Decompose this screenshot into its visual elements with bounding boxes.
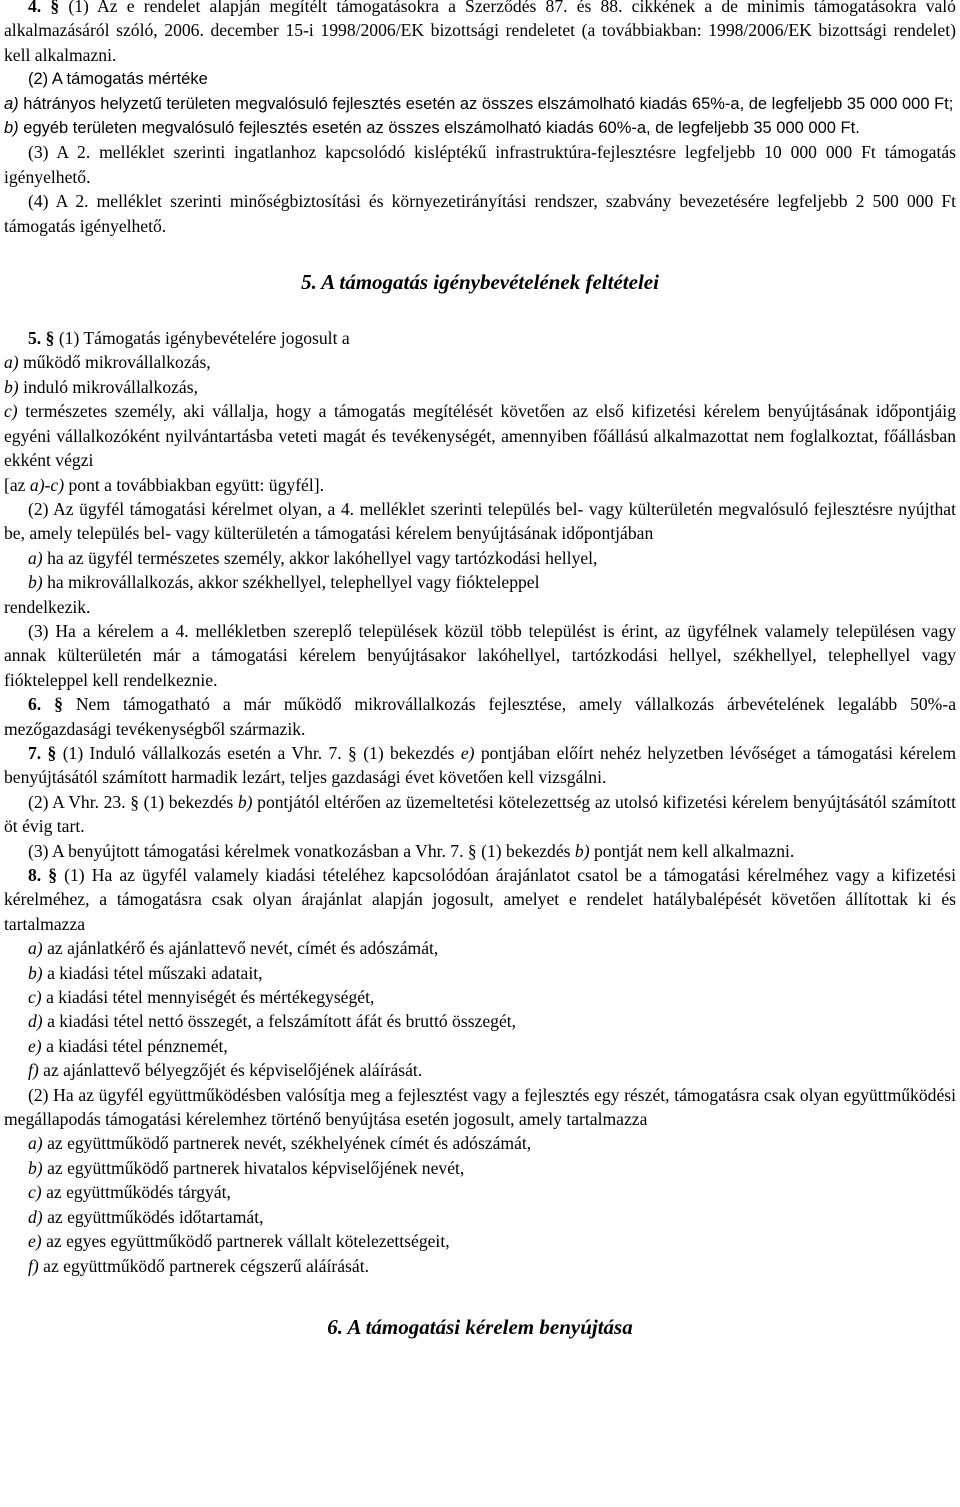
section-sign: § <box>130 791 140 812</box>
list-text: ha az ügyfél természetes személy, akkor lakóhellyel vagy tartózkodási hellyel, <box>47 547 598 568</box>
list-label: a) <box>28 547 43 568</box>
list-label: b) <box>28 1157 43 1178</box>
list-text: az együttműködés időtartamát, <box>47 1206 264 1227</box>
section-sign: § <box>48 865 58 885</box>
list-text: az együttműködő partnerek hivatalos képviselőjének nevét, <box>47 1157 465 1178</box>
list-label: f) <box>28 1060 39 1081</box>
summary-text: pont a továbbiakban együtt: ügyfél]. <box>68 474 325 495</box>
list-text: a kiadási tétel műszaki adatait, <box>47 962 263 983</box>
list-item-5-1-b <box>4 375 956 399</box>
list-text: az együttműködő partnerek nevét, székhelyének címét és adószámát, <box>47 1133 532 1154</box>
list-item-8-1-c <box>4 985 956 1009</box>
paragraph-5-3: (3) Ha a kérelem a 4. mellékletben szereplő települések közül több települést is érint, az ügyfélnek valamely településen vagy annak külterületén már a támogatási kérelem benyújtásakor lakóhellyel, tartózkodási hellyel, székhellyel, telephellyel vagy fiókteleppel kell rendelkeznie. <box>4 620 956 690</box>
paragraph-text: pontjában előírt nehéz helyzetben lévőséget a támogatási kérelem benyújtásától számított harmadik lezárt, teljes gazdasági évet követően kell vizsgálni. <box>4 742 957 788</box>
paragraph-text: (3) A benyújtott támogatási kérelmek vonatkozásban a Vhr. 7. <box>28 840 464 861</box>
list-text: az együttműködés tárgyát, <box>46 1182 231 1203</box>
paragraph-4-4: (4) A 2. melléklet szerinti minőségbiztosítási és környezetirányítási rendszer, szabvány bevezetésére legfeljebb 2 500 000 Ft támogatás igényelhető. <box>4 191 956 236</box>
list-item-8-2-c <box>4 1180 956 1204</box>
section-number: 5. <box>28 328 42 349</box>
paragraph-ref: b) <box>237 791 253 812</box>
list-item-8-1-a <box>4 936 956 960</box>
paragraph-text: (2) A Vhr. 23. <box>28 791 126 812</box>
section-sign: § <box>348 742 357 763</box>
paragraph-4-3: (3) A 2. melléklet szerinti ingatlanhoz kapcsolódó kisléptékű infrastruktúra-fejlesztésre legfeljebb 10 000 000 Ft támogatás igényelhető. <box>4 142 956 187</box>
list-text: ha mikrovállalkozás, akkor székhellyel, telephellyel vagy fiókteleppel <box>47 572 540 593</box>
paragraph-text: (1) bekezdés <box>143 791 234 812</box>
list-text: működő mikrovállalkozás, <box>23 352 211 373</box>
paragraph-7-3 <box>4 839 956 863</box>
list-item-8-1-e <box>4 1034 956 1058</box>
list-item-4-2-a <box>4 92 956 116</box>
list-item-8-2-f <box>4 1254 956 1278</box>
paragraph-text: (1) Az e rendelet alapján megítélt támogatásokra a Szerződés 87. és 88. cikkének a de minimis támogatásokra való alkalmazásáról szóló, 2006. december 15-i 1998/2006/EK bizottsági rendeletet (a továbbiakban: 1998/2006/EK bizottsági rendelet) kell alkalmazni. <box>4 0 956 65</box>
section-number: 6. <box>28 694 42 715</box>
list-label: a) <box>28 1133 43 1154</box>
list-text: a kiadási tétel mennyiségét és mértékegységét, <box>46 987 375 1008</box>
list-item-8-2-d <box>4 1205 956 1229</box>
paragraph-6 <box>4 692 956 741</box>
paragraph-text: Nem támogatható a már működő mikrovállalkozás fejlesztése, amely vállalkozás árbevételének legalább 50%-a mezőgazdasági tevékenységből származik. <box>4 694 957 739</box>
paragraph-text: pontját nem kell alkalmazni. <box>593 840 795 861</box>
section-sign: § <box>50 0 60 16</box>
paragraph-4-2: (2) A támogatás mértéke <box>28 70 208 89</box>
paragraph-5-2-end: rendelkezik. <box>4 596 91 617</box>
list-label: e) <box>28 1231 42 1252</box>
list-text: a kiadási tétel nettó összegét, a felszámított áfát és bruttó összegét, <box>47 1011 517 1032</box>
list-text: egyéb területen megvalósuló fejlesztés esetén az összes elszámolható kiadás 60%-a, de legfeljebb 35 000 000 Ft. <box>23 119 860 138</box>
list-item-5-2-a <box>4 546 956 570</box>
list-text: az együttműködő partnerek cégszerű aláírását. <box>43 1255 369 1276</box>
list-label: d) <box>28 1011 43 1032</box>
section-sign: § <box>47 742 57 763</box>
list-label: b) <box>28 962 43 983</box>
list-text: a kiadási tétel pénznemét, <box>46 1035 228 1056</box>
list-item-8-1-f <box>4 1058 956 1082</box>
list-label: e) <box>28 1035 42 1056</box>
summary-ref: a)-c) <box>29 474 65 495</box>
paragraph-8-1 <box>4 863 956 936</box>
paragraph-ref: e) <box>460 742 475 763</box>
list-item-8-1-d <box>4 1009 956 1033</box>
list-label: c) <box>28 987 42 1008</box>
list-item-8-1-b <box>4 961 956 985</box>
list-text: induló mikrovállalkozás, <box>23 376 198 397</box>
section-sign: § <box>45 328 55 349</box>
paragraph-text: (1) Induló vállalkozás esetén a Vhr. 7. <box>62 742 342 763</box>
paragraph-5-1 <box>4 326 956 350</box>
list-item-5-1-a <box>4 350 956 374</box>
list-label: a) <box>28 938 43 959</box>
paragraph-7-2 <box>4 790 956 839</box>
list-item-8-2-b <box>4 1156 956 1180</box>
paragraph-4-1 <box>4 0 956 67</box>
paragraph-ref: b) <box>574 840 590 861</box>
list-item-8-2-a <box>4 1131 956 1155</box>
list-label: a) <box>4 352 19 373</box>
list-label: a) <box>4 94 19 113</box>
list-text: az egyes együttműködő partnerek vállalt kötelezettségeit, <box>46 1231 450 1252</box>
paragraph-text: (1) bekezdés <box>363 742 455 763</box>
list-item-5-2-b <box>4 570 956 594</box>
section-sign: § <box>54 694 63 715</box>
list-text: az ajánlattevő bélyegzőjét és képviselőjének aláírását. <box>43 1060 423 1081</box>
list-label: d) <box>28 1206 43 1227</box>
paragraph-7-1 <box>4 741 956 790</box>
list-text: természetes személy, aki vállalja, hogy a támogatás megítélését követően az első kifizetési kérelem benyújtásának időpontjáig egyéni vállalkozóként nyilvántartásba veteti magát és tevékenységét, amennyiben főállású alkalmazottat nem foglalkoztat, főállásban ekként végzi <box>4 401 956 471</box>
list-label: c) <box>28 1182 42 1203</box>
section-sign: § <box>467 840 477 861</box>
list-text: az ajánlatkérő és ajánlattevő nevét, címét és adószámát, <box>47 938 439 959</box>
list-label: f) <box>28 1255 39 1276</box>
section-number: 7. <box>28 742 42 763</box>
paragraph-text: (1) Támogatás igénybevételére jogosult a <box>58 328 350 349</box>
list-item-4-2-b <box>4 116 956 140</box>
section-heading-5: 5. A támogatás igénybevételének feltételei <box>301 270 659 295</box>
paragraph-5-1-summary <box>4 473 956 497</box>
list-label: b) <box>28 572 43 593</box>
summary-text: [az <box>4 474 26 495</box>
section-heading-6: 6. A támogatási kérelem benyújtása <box>327 1314 633 1339</box>
paragraph-5-2: (2) Az ügyfél támogatási kérelmet olyan, a 4. melléklet szerinti település bel- vagy külterületén megvalósuló fejlesztésre nyújthat be, amely település bel- vagy külterületén a támogatási kérelem benyújtásának időpontjában <box>4 498 956 544</box>
paragraph-8-2: (2) Ha az ügyfél együttműködésben valósítja meg a fejlesztést vagy a fejlesztés egy részét, támogatásra csak olyan együttműködési megállapodás támogatási kérelemhez történő benyújtása esetén jogosult, amely tartalmazza <box>4 1084 956 1130</box>
list-text: hátrányos helyzetű területen megvalósuló fejlesztés esetén az összes elszámolható kiadás 65%-a, de legfeljebb 35 000 000 Ft; <box>23 94 954 113</box>
section-number: 4. <box>28 0 42 16</box>
list-label: b) <box>4 376 19 397</box>
paragraph-text: (1) bekezdés <box>481 840 571 861</box>
paragraph-text: pontjától eltérően az üzemeltetési kötelezettség az utolsó kifizetési kérelem benyújtásától számított öt évig tart. <box>4 791 956 837</box>
section-number: 8. <box>28 865 42 885</box>
paragraph-text: (1) Ha az ügyfél valamely kiadási tételéhez kapcsolódóan árajánlatot csatol be a támogatási kérelméhez vagy a kifizetési kérelméhez, a támogatásra csak olyan árajánlat alapján jogosult, amelyet e rendelet hatálybalépését követően állítottak ki és tartalmazza <box>4 865 956 934</box>
list-item-8-2-e <box>4 1229 956 1253</box>
list-label: c) <box>4 401 18 422</box>
list-label: b) <box>4 119 19 138</box>
list-item-5-1-c <box>4 399 956 472</box>
